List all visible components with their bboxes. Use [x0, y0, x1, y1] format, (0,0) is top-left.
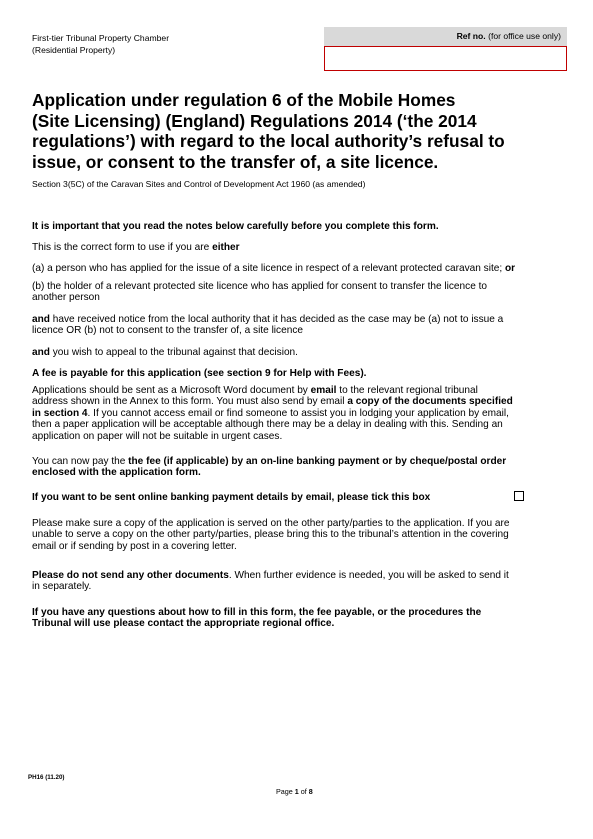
- pay-pre: You can now pay the: [32, 456, 129, 467]
- and1-bold: and: [32, 314, 50, 325]
- online-banking-checkbox[interactable]: [514, 491, 524, 501]
- page-pre: Page: [276, 787, 295, 796]
- and2-rest: you wish to appeal to the tribunal against that decision.: [49, 347, 298, 358]
- questions-line-1: If you have any questions about how to fill in this form, the fee payable, or the procedures the: [32, 607, 482, 618]
- ref-note: (for office use only): [488, 31, 561, 41]
- option-a-text: (a) a person who has applied for the issue of a site licence in respect of a relevant protected caravan site;: [32, 263, 505, 274]
- no-other-documents: [32, 570, 557, 593]
- page-total: 8: [308, 787, 313, 796]
- form-code: PH16 (11.20): [28, 774, 65, 781]
- nodocs-bold: Please do not send any other documents: [32, 570, 229, 581]
- eligibility-intro: [32, 242, 557, 253]
- apps-line-1: Applications should be sent as a Microsoft Word document by: [32, 385, 311, 396]
- nodocs-rest: . When further evidence is needed, you will be asked to send it: [228, 570, 509, 581]
- and2-bold: and: [32, 347, 50, 358]
- eligibility-option-a: [32, 263, 557, 274]
- page-of: of: [298, 787, 309, 796]
- serve-line-3: email or if sending by post in a covering letter.: [32, 540, 237, 552]
- either-pre: This is the correct form to use if you are: [32, 242, 213, 253]
- org-line-1: First-tier Tribunal Property Chamber: [32, 33, 170, 43]
- apps-line-1-end: to the relevant regional tribunal: [336, 385, 478, 396]
- important-notice: It is important that you read the notes below carefully before you complete this form.: [32, 221, 439, 232]
- option-a-or: or: [505, 263, 516, 274]
- apps-line-2-bold: a copy of the documents specified: [347, 396, 513, 408]
- apps-line-3-bold: in section 4: [32, 407, 88, 419]
- questions-line-2: Tribunal will use please contact the appropriate regional office.: [32, 618, 335, 630]
- apps-email-bold: email: [310, 385, 337, 396]
- title-line-2: (Site Licensing) (England) Regulations 2014 (‘the 2014: [32, 110, 477, 131]
- tribunal-name: [32, 32, 169, 56]
- pay-bold-line-2: enclosed with the application form.: [32, 467, 201, 479]
- ref-number-field[interactable]: [324, 46, 567, 71]
- either-bold: either: [212, 242, 240, 253]
- nodocs-line-2: in separately.: [32, 581, 92, 593]
- title-line-1: Application under regulation 6 of the Mobile Homes: [32, 90, 456, 110]
- contact-notice: [32, 607, 557, 630]
- option-b-line-2: another person: [32, 292, 100, 304]
- statute-reference: Section 3(5C) of the Caravan Sites and Control of Development Act 1960 (as amended): [32, 179, 366, 189]
- apps-line-3: . If you cannot access email or find someone to assist you in lodging your application by email,: [87, 407, 509, 419]
- apps-line-2: address shown in the Annex to this form. You must also send by email: [32, 396, 348, 408]
- and1-rest-line-1: have received notice from the local authority that it has decided as the case may be (a) not to issue a: [49, 314, 504, 325]
- serve-line-1: Please make sure a copy of the application is served on the other party/parties to the application. If you are: [32, 518, 510, 529]
- title-line-4: issue, or consent to the transfer of, a site licence.: [32, 151, 439, 172]
- application-instructions: [32, 385, 557, 442]
- page-num: 1: [294, 787, 299, 796]
- eligibility-option-b: [32, 281, 557, 304]
- apps-line-4: then a paper application will be acceptable although there may be a delay in dealing with this. Sending an: [32, 419, 503, 431]
- fee-heading: A fee is payable for this application (see section 9 for Help with Fees).: [32, 368, 367, 379]
- ref-label: Ref no.: [456, 31, 486, 41]
- option-b-line-1: (b) the holder of a relevant protected site licence who has applied for consent to transfer the licence to: [32, 281, 488, 292]
- payment-methods: [32, 456, 557, 479]
- org-line-2: (Residential Property): [32, 45, 116, 55]
- apps-line-5: application on paper will not be suitable in urgent cases.: [32, 430, 283, 442]
- serve-line-2: unable to serve a copy on the other party/parties, please bring this to the tribunal’s attention in the covering: [32, 529, 509, 541]
- pay-bold-line-1: the fee (if applicable) by an on-line banking payment or by cheque/postal order: [128, 456, 507, 467]
- title-line-3: regulations’) with regard to the local authority’s refusal to: [32, 131, 505, 151]
- form-title: [32, 90, 552, 172]
- and1-rest-line-2: licence OR (b) not to consent to the transfer of, a site licence: [32, 325, 303, 337]
- page-number: [276, 787, 313, 796]
- ref-number-label: [324, 27, 567, 46]
- appeal-wish: [32, 347, 557, 358]
- local-authority-notice: [32, 314, 557, 337]
- online-banking-request-label: If you want to be sent online banking payment details by email, please tick this box: [32, 492, 431, 503]
- service-instructions: [32, 518, 557, 552]
